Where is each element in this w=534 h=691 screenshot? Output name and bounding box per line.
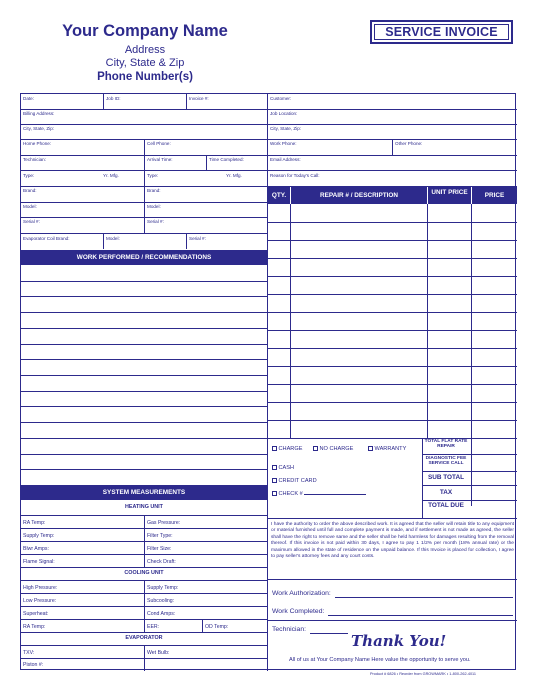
work-performed-line[interactable]: [21, 422, 267, 423]
heating-check-draft-label: Check Draft:: [147, 559, 176, 565]
work-authorization-label: Work Authorization:: [272, 590, 331, 597]
cooling-superheat-label: Superheat:: [23, 611, 49, 617]
cooling-high-pressure-label: High Pressure:: [23, 585, 58, 591]
description-header: REPAIR # / DESCRIPTION: [291, 187, 427, 204]
reason-label: Reason for Today's Call:: [270, 173, 320, 178]
date-label: Date:: [23, 96, 34, 101]
repair-row-line[interactable]: [267, 384, 517, 385]
unit-price-header: UNIT PRICE: [428, 187, 471, 204]
payment-no-charge-option[interactable]: NO CHARGE: [313, 446, 353, 452]
work-performed-line[interactable]: [21, 454, 267, 455]
customer-label: Customer:: [270, 96, 292, 101]
work-completed-label: Work Completed:: [272, 608, 325, 615]
invoice-form: [20, 93, 516, 670]
heating-unit-header: HEATING UNIT: [125, 504, 163, 510]
evap-txv-label: TXV:: [23, 650, 35, 656]
evap-wet-bulb-label: Wet Bulb:: [147, 650, 170, 656]
payment-credit-card-option[interactable]: CREDIT CARD: [272, 478, 317, 484]
technician-signature-line[interactable]: [310, 633, 348, 634]
price-header: PRICE: [472, 187, 517, 204]
work-performed-line[interactable]: [21, 359, 267, 360]
system-measurements-header: SYSTEM MEASUREMENTS: [21, 485, 267, 500]
repair-row-line[interactable]: [267, 312, 517, 313]
company-city-state-zip: City, State & Zip: [105, 57, 185, 69]
invoice-number-label: Invoice #:: [189, 96, 209, 101]
other-phone-label: Other Phone:: [395, 141, 423, 146]
cooling-od-temp-label: OD Temp:: [205, 624, 229, 630]
no-charge-checkbox[interactable]: [313, 446, 318, 451]
email-label: Email Address:: [270, 157, 301, 162]
repair-row-line[interactable]: [267, 438, 517, 439]
evap-piston-label: Piston #:: [23, 662, 44, 668]
cooling-eer-label: EER:: [147, 624, 160, 630]
work-phone-label: Work Phone:: [270, 141, 297, 146]
cooling-cond-amps-label: Cond Amps:: [147, 611, 176, 617]
repair-row-line[interactable]: [267, 330, 517, 331]
diagnostic-fee-label: DIAGNOSTIC FEE SERVICE CALL: [425, 456, 467, 467]
cooling-ra-temp-label: RA Temp:: [23, 624, 46, 630]
heating-filter-size-label: Filter Size:: [147, 546, 172, 552]
home-phone-label: Home Phone:: [23, 141, 52, 146]
appreciation-text: All of us at Your Company Name Here value the opportunity to serve you.: [289, 657, 471, 663]
heating-flame-signal-label: Flame Signal:: [23, 559, 55, 565]
payment-warranty-option[interactable]: WARRANTY: [368, 446, 406, 452]
payment-check-option[interactable]: CHECK #: [272, 491, 366, 497]
city-state-zip-left-label: City, State, Zip:: [23, 126, 55, 131]
heating-ra-temp-label: RA Temp:: [23, 520, 46, 526]
job-id-label: Job ID:: [106, 96, 121, 101]
cell-phone-label: Cell Phone:: [147, 141, 171, 146]
type-1-label: Type:: [23, 173, 35, 178]
work-performed-line[interactable]: [21, 281, 267, 282]
charge-checkbox[interactable]: [272, 446, 277, 451]
work-performed-line[interactable]: [21, 296, 267, 297]
billing-address-label: Billing Address:: [23, 111, 55, 116]
type-2-label: Type:: [147, 173, 159, 178]
technician-label: Technician:: [23, 157, 46, 162]
mfg-1-label: Yr. Mfg.: [103, 173, 119, 178]
repair-row-line[interactable]: [267, 366, 517, 367]
cooling-low-pressure-label: Low Pressure:: [23, 598, 57, 604]
work-authorization-line[interactable]: [335, 597, 513, 598]
work-performed-line[interactable]: [21, 375, 267, 376]
model-2-label: Model:: [147, 204, 161, 209]
serial-2-label: Serial #:: [147, 219, 164, 224]
tax-label: TAX: [439, 489, 453, 496]
company-address: Address: [124, 44, 166, 56]
evap-serial-label: Serial #:: [189, 236, 206, 241]
evap-model-label: Model:: [106, 236, 120, 241]
heating-filter-type-label: Filter Type:: [147, 533, 173, 539]
authorization-terms: I have the authority to order the above described work. It is agreed that the seller will retain title to any equipment or material furnished until full and complete payment is made, and if settlement is not made as agreed, the seller shall have the right to remove same and the seller shall be held harmless for damages resulting from the removal thereof. If this invoice is not paid within 30 days, I agree to pay 1 1/2% per month (18% annual rate) or the maximum allowed in the state of residence on the unpaid balance. If this Invoice is placed for collection, I agree to pay seller's attorney fees and any court costs.: [271, 522, 514, 560]
time-completed-label: Time Completed:: [209, 157, 244, 162]
brand-2-label: Brand:: [147, 188, 161, 193]
product-info: Product # 6826 • Reorder from GROWMARK • 1-800-262-4011: [370, 672, 476, 676]
work-performed-line[interactable]: [21, 312, 267, 313]
repair-row-line[interactable]: [267, 222, 517, 223]
thank-you-text: Thank You!: [351, 632, 447, 650]
work-performed-line[interactable]: [21, 469, 267, 470]
warranty-checkbox[interactable]: [368, 446, 373, 451]
cooling-subcooling-label: Subcooling:: [147, 598, 175, 604]
mfg-2-label: Yr. Mfg.: [226, 173, 242, 178]
job-location-label: Job Location:: [270, 111, 298, 116]
repair-row-line[interactable]: [267, 348, 517, 349]
heating-gas-pressure-label: Gas Pressure:: [147, 520, 181, 526]
total-flat-rate-label: TOTAL FLAT RATE REPAIR: [424, 439, 468, 450]
credit-card-checkbox[interactable]: [272, 478, 277, 483]
evap-coil-brand-label: Evaporator Coil Brand:: [23, 236, 70, 241]
repair-row-line[interactable]: [267, 294, 517, 295]
repair-row-line[interactable]: [267, 276, 517, 277]
payment-charge-option[interactable]: CHARGE: [272, 446, 302, 452]
serial-1-label: Serial #:: [23, 219, 40, 224]
work-performed-line[interactable]: [21, 406, 267, 407]
heating-supply-temp-label: Supply Temp:: [23, 533, 55, 539]
technician-signature-label: Technician:: [272, 626, 307, 633]
model-1-label: Model:: [23, 204, 37, 209]
work-performed-line[interactable]: [21, 438, 267, 439]
cooling-unit-header: COOLING UNIT: [124, 570, 164, 576]
total-due-label: TOTAL DUE: [428, 502, 464, 509]
cooling-supply-temp-label: Supply Temp:: [147, 585, 179, 591]
form-title-box: [370, 20, 513, 44]
payment-cash-option[interactable]: CASH: [272, 465, 294, 471]
check-checkbox[interactable]: [272, 491, 277, 496]
cash-checkbox[interactable]: [272, 465, 277, 470]
repair-row-line[interactable]: [267, 402, 517, 403]
work-performed-line[interactable]: [21, 328, 267, 329]
heating-blwr-amps-label: Blwr Amps:: [23, 546, 49, 552]
city-state-zip-right-label: City, State, Zip:: [270, 126, 302, 131]
qty-header: QTY.: [268, 187, 290, 204]
evaporator-header: EVAPORATOR: [125, 635, 163, 641]
arrival-time-label: Arrival Time:: [147, 157, 173, 162]
work-performed-line[interactable]: [21, 391, 267, 392]
form-title: SERVICE INVOICE: [374, 24, 509, 40]
repair-row-line[interactable]: [267, 258, 517, 259]
repair-row-line[interactable]: [267, 240, 517, 241]
company-name: Your Company Name: [62, 22, 228, 40]
company-phone: Phone Number(s): [97, 71, 193, 83]
brand-1-label: Brand:: [23, 188, 37, 193]
work-performed-line[interactable]: [21, 344, 267, 345]
subtotal-label: SUB TOTAL: [428, 474, 464, 481]
work-completed-line[interactable]: [328, 615, 513, 616]
work-performed-header: WORK PERFORMED / RECOMMENDATIONS: [21, 250, 267, 265]
repair-row-line[interactable]: [267, 420, 517, 421]
